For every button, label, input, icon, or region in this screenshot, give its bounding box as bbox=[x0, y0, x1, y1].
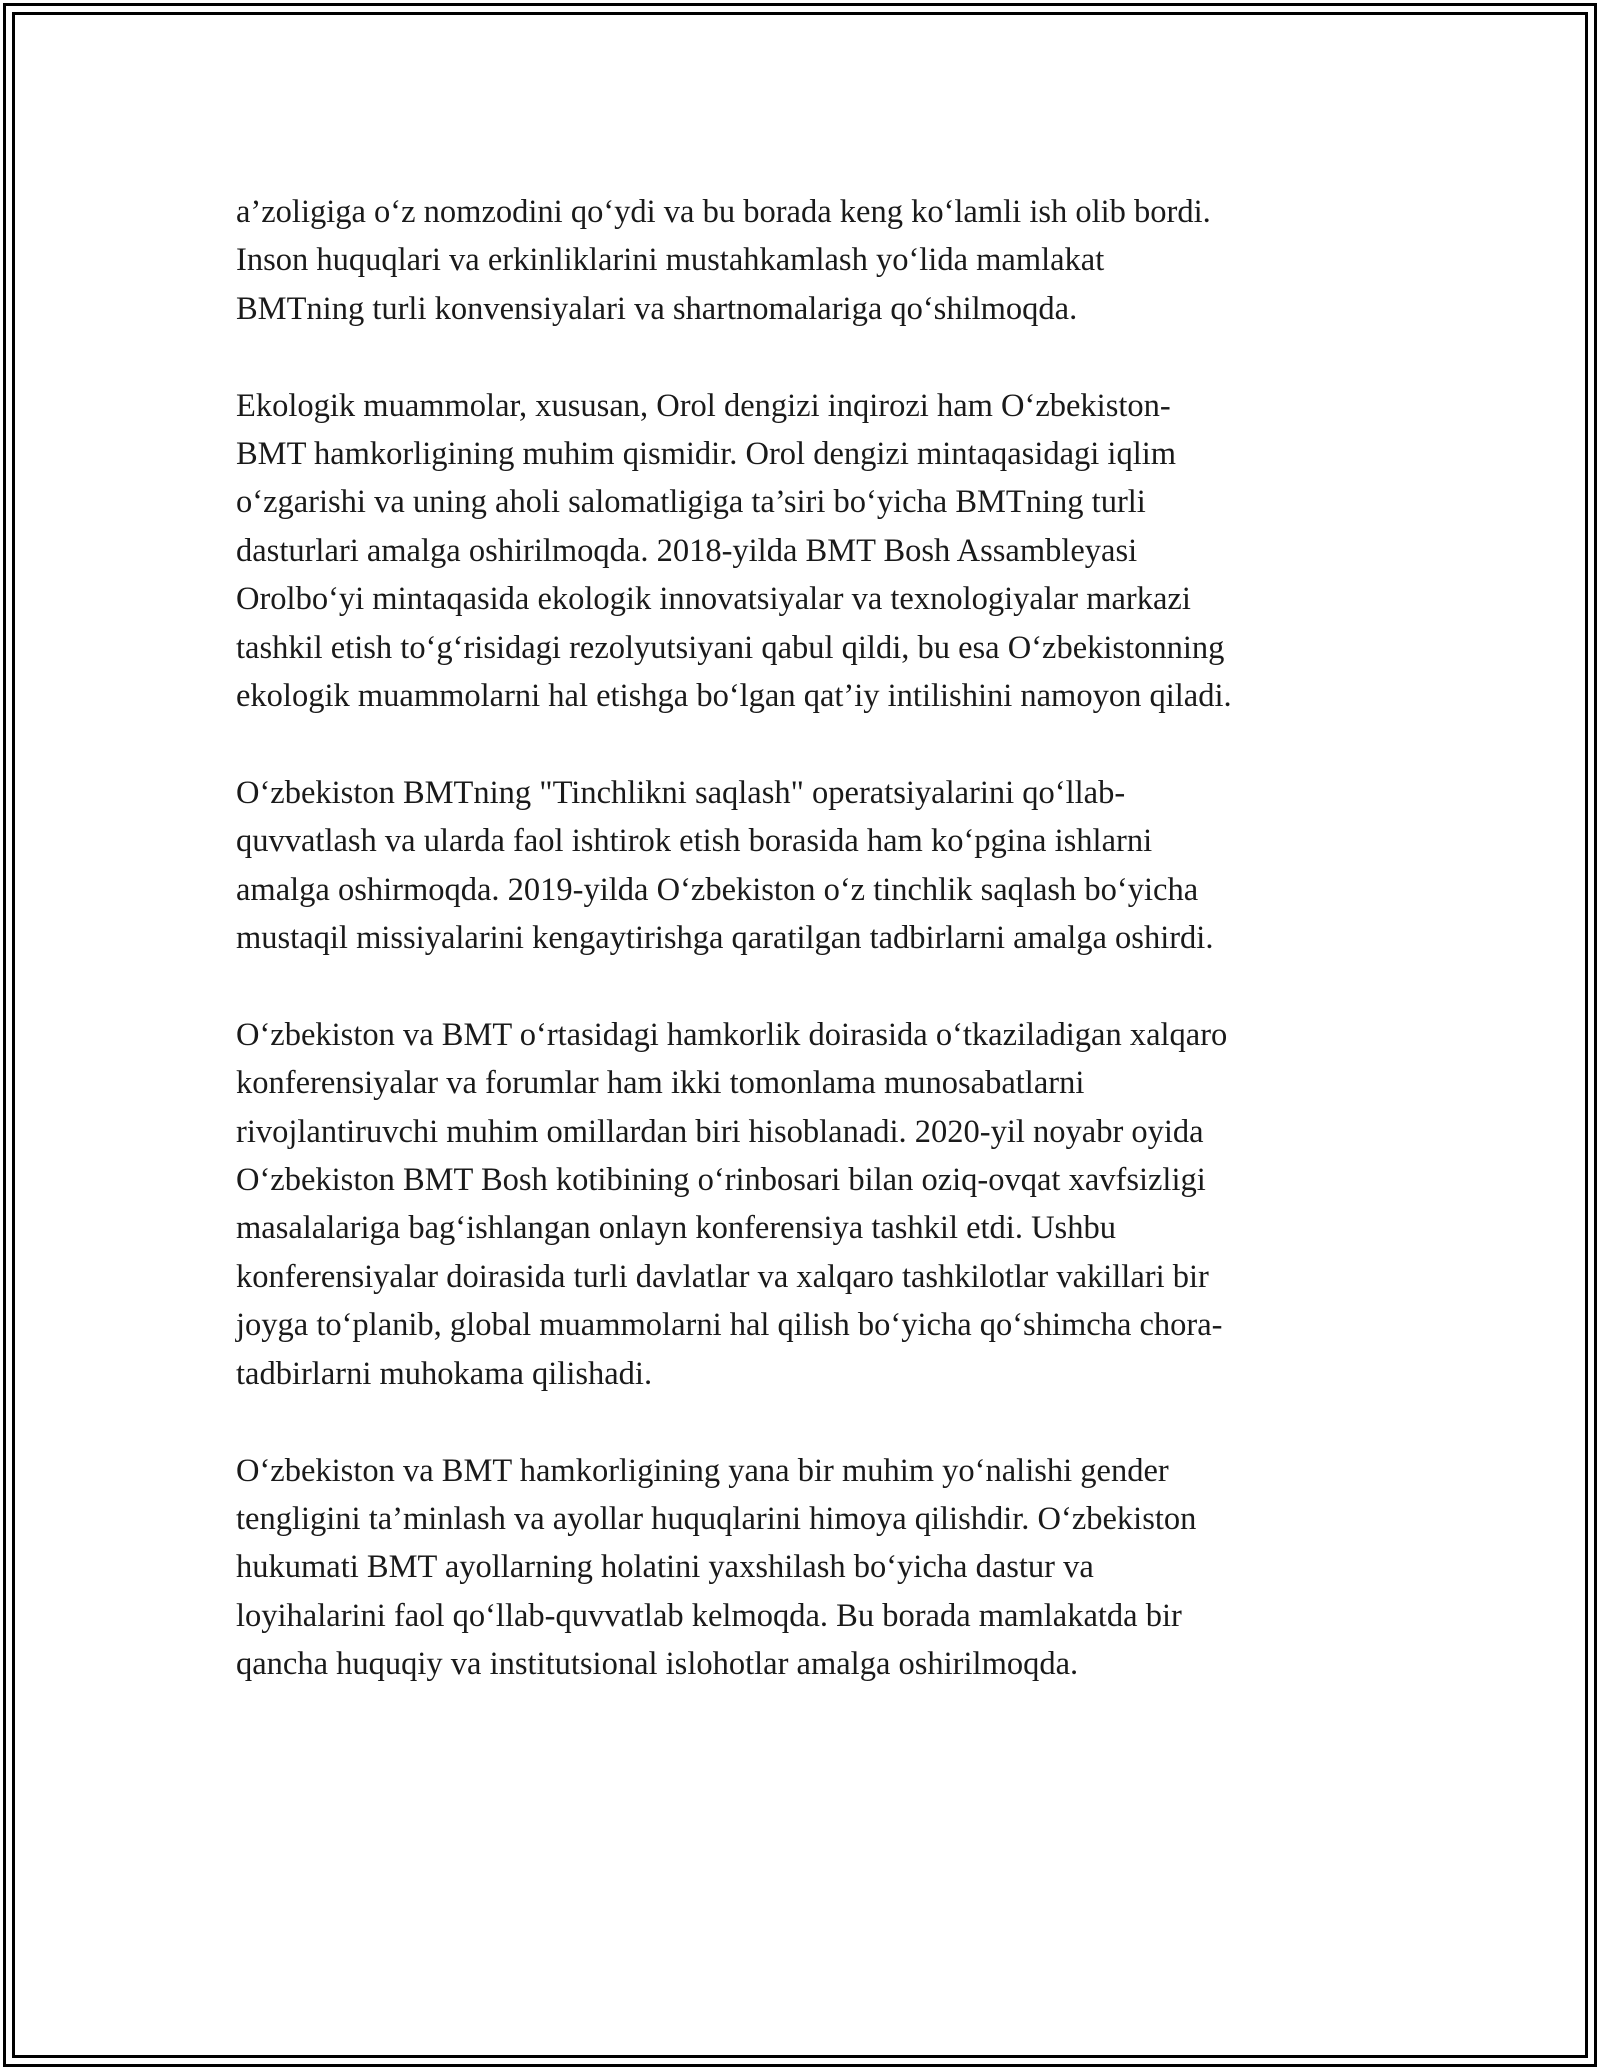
text-line: O‘zbekiston BMTning "Tinchlikni saqlash" operatsiyalarini qo‘llab- bbox=[236, 774, 1126, 811]
text-line: o‘zgarishi va uning aholi salomatligiga ta’siri bo‘yicha BMTning turli bbox=[236, 484, 1146, 521]
paragraph bbox=[236, 769, 1370, 963]
text-line: rivojlantiruvchi muhim omillardan biri hisoblanadi. 2020-yil noyabr oyida bbox=[236, 1113, 1204, 1150]
text-line: hukumati BMT ayollarning holatini yaxshilash bo‘yicha dastur va bbox=[236, 1549, 1094, 1586]
text-line: joyga to‘planib, global muammolarni hal qilish bo‘yicha qo‘shimcha chora- bbox=[236, 1307, 1223, 1344]
text-line: tadbirlarni muhokama qilishadi. bbox=[236, 1355, 653, 1392]
text-line: tengligini ta’minlash va ayollar huquqlarini himoya qilishdir. O‘zbekiston bbox=[236, 1500, 1197, 1537]
text-line: ekologik muammolarni hal etishga bo‘lgan qat’iy intilishini namoyon qiladi. bbox=[236, 678, 1232, 715]
text-line: Orolbo‘yi mintaqasida ekologik innovatsiyalar va texnologiyalar markazi bbox=[236, 581, 1191, 618]
paragraph bbox=[236, 382, 1370, 721]
text-line: masalalariga bag‘ishlangan onlayn konferensiya tashkil etdi. Ushbu bbox=[236, 1210, 1116, 1247]
text-line: O‘zbekiston va BMT hamkorligining yana bir muhim yo‘nalishi gender bbox=[236, 1452, 1169, 1489]
text-line: O‘zbekiston BMT Bosh kotibining o‘rinbosari bilan oziq-ovqat xavfsizligi bbox=[236, 1162, 1206, 1199]
text-line: quvvatlash va ularda faol ishtirok etish borasida ham ko‘pgina ishlarni bbox=[236, 823, 1153, 860]
text-line: qancha huquqiy va institutsional islohotlar amalga oshirilmoqda. bbox=[236, 1646, 1079, 1683]
text-line: Inson huquqlari va erkinliklarini mustahkamlash yo‘lida mamlakat bbox=[236, 242, 1105, 279]
text-line: konferensiyalar doirasida turli davlatlar va xalqaro tashkilotlar vakillari bir bbox=[236, 1258, 1209, 1295]
paragraph bbox=[236, 1011, 1370, 1398]
text-line: amalga oshirmoqda. 2019-yilda O‘zbekiston o‘z tinchlik saqlash bo‘yicha bbox=[236, 871, 1199, 908]
text-line: konferensiyalar va forumlar ham ikki tomonlama munosabatlarni bbox=[236, 1065, 1085, 1102]
document-body bbox=[236, 188, 1370, 1737]
paragraph bbox=[236, 1447, 1370, 1689]
text-line: tashkil etish to‘g‘risidagi rezolyutsiyani qabul qildi, bu esa O‘zbekistonning bbox=[236, 629, 1225, 666]
text-line: dasturlari amalga oshirilmoqda. 2018-yilda BMT Bosh Assambleyasi bbox=[236, 532, 1138, 569]
text-line: mustaqil missiyalarini kengaytirishga qaratilgan tadbirlarni amalga oshirdi. bbox=[236, 920, 1214, 957]
text-line: Ekologik muammolar, xususan, Orol dengizi inqirozi ham O‘zbekiston- bbox=[236, 387, 1171, 424]
text-line: BMT hamkorligining muhim qismidir. Orol dengizi mintaqasidagi iqlim bbox=[236, 436, 1177, 473]
text-line: loyihalarini faol qo‘llab-quvvatlab kelmoqda. Bu borada mamlakatda bir bbox=[236, 1597, 1182, 1634]
text-line: O‘zbekiston va BMT o‘rtasidagi hamkorlik doirasida o‘tkaziladigan xalqaro bbox=[236, 1016, 1228, 1053]
paragraph bbox=[236, 188, 1370, 333]
text-line: a’zoligiga o‘z nomzodini qo‘ydi va bu borada keng ko‘lamli ish olib bordi. bbox=[236, 194, 1211, 230]
text-line: BMTning turli konvensiyalari va shartnomalariga qo‘shilmoqda. bbox=[236, 290, 1078, 327]
